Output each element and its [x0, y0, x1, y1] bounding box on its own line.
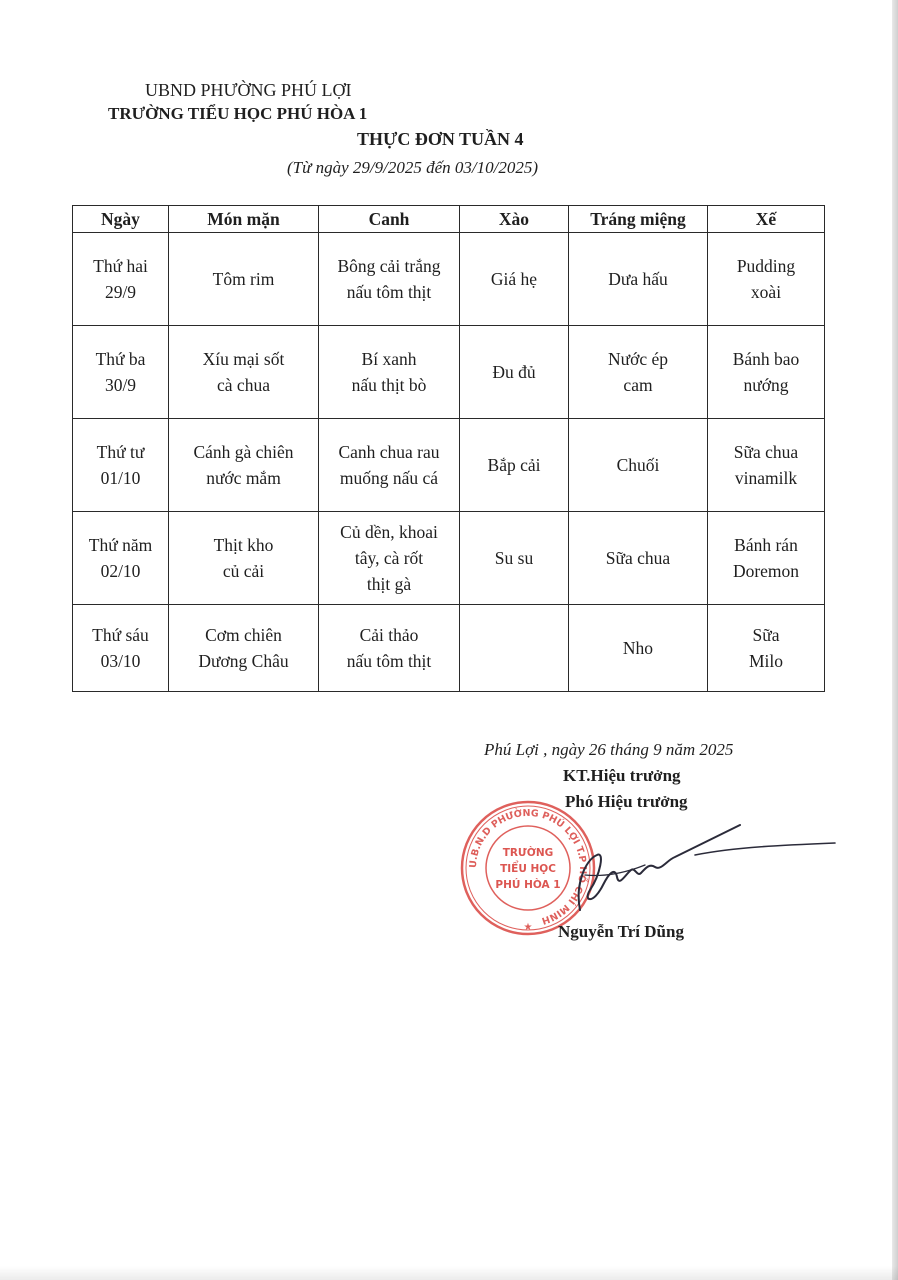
- dessert-cell: Nho: [569, 605, 708, 692]
- svg-text:★: ★: [523, 922, 533, 933]
- svg-text:PHÚ HÒA 1: PHÚ HÒA 1: [495, 879, 561, 891]
- snack-cell: Bánh rán Doremon: [708, 512, 825, 605]
- dessert-cell: Sữa chua: [569, 512, 708, 605]
- day-cell: Thứ ba 30/9: [73, 326, 169, 419]
- signer-name: Nguyễn Trí Dũng: [558, 922, 684, 941]
- day-cell: Thứ sáu 03/10: [73, 605, 169, 692]
- snack-cell: Sữa Milo: [708, 605, 825, 692]
- day-cell: Thứ hai 29/9: [73, 233, 169, 326]
- soup-cell: Củ dền, khoai tây, cà rốt thịt gà: [319, 512, 460, 605]
- main-dish-cell: Cánh gà chiên nước mắm: [169, 419, 319, 512]
- main-dish-cell: Thịt kho củ cải: [169, 512, 319, 605]
- snack-cell: Pudding xoài: [708, 233, 825, 326]
- handwritten-signature: [545, 815, 845, 925]
- day-cell: Thứ tư 01/10: [73, 419, 169, 512]
- table-row: [73, 419, 825, 512]
- dessert-cell: Nước ép cam: [569, 326, 708, 419]
- header-soup: Canh: [319, 206, 460, 233]
- stir-fry-cell: [460, 605, 569, 692]
- school-name: TRƯỜNG TIỂU HỌC PHÚ HÒA 1: [108, 104, 368, 123]
- table-row: [73, 233, 825, 326]
- svg-text:TIỂU HỌC: TIỂU HỌC: [500, 863, 556, 875]
- table-row: [73, 605, 825, 692]
- table-row: [73, 512, 825, 605]
- page-title: THỰC ĐƠN TUẦN 4: [357, 129, 524, 149]
- main-dish-cell: Xíu mại sốt cà chua: [169, 326, 319, 419]
- svg-text:TRƯỜNG: TRƯỜNG: [502, 847, 554, 859]
- signature-title: Phó Hiệu trưởng: [565, 792, 688, 811]
- table-row: [73, 326, 825, 419]
- soup-cell: Bí xanh nấu thịt bò: [319, 326, 460, 419]
- signature-role: KT.Hiệu trưởng: [563, 766, 681, 785]
- stir-fry-cell: Đu đủ: [460, 326, 569, 419]
- stir-fry-cell: Su su: [460, 512, 569, 605]
- stir-fry-cell: Bắp cải: [460, 419, 569, 512]
- page-shadow: [0, 1266, 898, 1280]
- stir-fry-cell: Giá hẹ: [460, 233, 569, 326]
- menu-table: [72, 205, 825, 692]
- snack-cell: Sữa chua vinamilk: [708, 419, 825, 512]
- table-header-row: [73, 206, 825, 233]
- main-dish-cell: Tôm rim: [169, 233, 319, 326]
- date-range: (Từ ngày 29/9/2025 đến 03/10/2025): [287, 158, 539, 177]
- org-name: UBND PHƯỜNG PHÚ LỢI: [145, 80, 352, 100]
- header-stir-fry: Xào: [460, 206, 569, 233]
- header-day: Ngày: [73, 206, 169, 233]
- page-edge: [892, 0, 898, 1280]
- day-cell: Thứ năm 02/10: [73, 512, 169, 605]
- svg-text:U.B.N.D PHƯỜNG PHÚ LỢI T.P HỒ: U.B.N.D PHƯỜNG PHÚ LỢI T.P HỒ CHÍ MINH: [467, 807, 589, 927]
- header-dessert: Tráng miệng: [569, 206, 708, 233]
- dessert-cell: Dưa hấu: [569, 233, 708, 326]
- snack-cell: Bánh bao nướng: [708, 326, 825, 419]
- soup-cell: Canh chua rau muống nấu cá: [319, 419, 460, 512]
- dessert-cell: Chuối: [569, 419, 708, 512]
- main-dish-cell: Cơm chiên Dương Châu: [169, 605, 319, 692]
- header-main-dish: Món mặn: [169, 206, 319, 233]
- soup-cell: Cải thảo nấu tôm thịt: [319, 605, 460, 692]
- soup-cell: Bông cải trắng nấu tôm thịt: [319, 233, 460, 326]
- signature-date-line: Phú Lợi , ngày 26 tháng 9 năm 2025: [484, 740, 734, 759]
- header-snack: Xế: [708, 206, 825, 233]
